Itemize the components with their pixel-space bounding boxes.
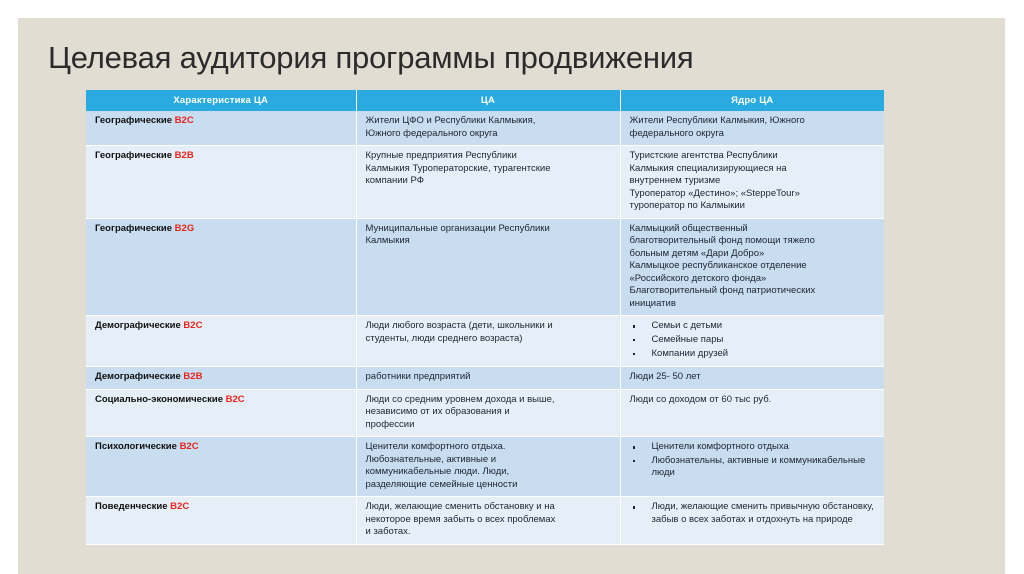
ca-text-line: Жители ЦФО и Республики Калмыкия, (365, 115, 536, 126)
table-header-row (86, 90, 884, 111)
cell-core-ca (620, 316, 884, 367)
cell-characteristic (86, 497, 356, 545)
cell-ca (356, 497, 620, 545)
characteristic-label: Демографические (95, 371, 181, 383)
ca-text-line: и заботах. (365, 526, 411, 538)
ca-text-line: некоторое время забыть о всех проблемах (365, 513, 556, 525)
segment-badge: B2C (174, 115, 194, 126)
segment-badge: B2C (170, 501, 190, 513)
core-ca-text-line: внутреннем туризме (629, 175, 721, 187)
ca-text-line: Люди любого возраста (дети, школьники и (365, 320, 553, 332)
characteristic-label: Социально-экономические (95, 393, 224, 405)
core-ca-text-line: Жители Республики Калмыкия, Южного (629, 115, 805, 126)
cell-characteristic (86, 218, 356, 316)
ca-text-line: разделяющие семейные ценности (365, 478, 518, 490)
segment-badge: B2C (225, 393, 245, 405)
characteristic-label: Географические (95, 150, 173, 162)
core-ca-text-line: Калмыцкое республиканское отделение (629, 260, 807, 272)
cell-ca (356, 146, 620, 219)
ca-text-line: Люди, желающие сменить обстановку и на (365, 501, 555, 513)
cell-characteristic (86, 437, 356, 497)
ca-text-line: профессии (365, 418, 415, 430)
core-ca-bullet-list (630, 320, 878, 360)
ca-text-line: Южного федерального округа (365, 127, 498, 139)
page-title: Целевая аудитория программы продвижения (48, 40, 694, 75)
cell-core-ca (620, 437, 884, 497)
segment-badge: B2B (183, 371, 203, 383)
table-row (86, 367, 884, 390)
table-body (86, 111, 884, 544)
segment-badge: B2G (174, 222, 195, 234)
characteristic-label: Географические (95, 115, 173, 126)
core-ca-text-line: инициатив (629, 297, 676, 309)
column-header-core-ca: Ядро ЦА (620, 90, 884, 111)
ca-text-line: независимо от их образования и (365, 406, 510, 418)
ca-text-line: Любознательные, активные и (365, 453, 497, 465)
list-item: Семейные пары (630, 334, 878, 347)
list-item: Семьи с детьми (630, 320, 878, 333)
table-row (86, 316, 884, 367)
cell-ca (356, 218, 620, 316)
ca-text-line: Муниципальные организации Республики (365, 222, 550, 234)
table-row (86, 497, 884, 545)
cell-characteristic (86, 111, 356, 146)
cell-characteristic (86, 316, 356, 367)
cell-core-ca (620, 218, 884, 316)
table-row (86, 146, 884, 219)
cell-ca (356, 367, 620, 390)
cell-core-ca (620, 111, 884, 146)
ca-text-line: Калмыкия Туроператорские, турагентские (365, 162, 551, 174)
table-row (86, 389, 884, 437)
slide-canvas (18, 18, 1005, 574)
column-header-characteristic: Характеристика ЦА (86, 90, 356, 111)
table-row (86, 111, 884, 146)
ca-text-line: коммуникабельные люди. Люди, (365, 466, 510, 478)
core-ca-text-line: «Российского детского фонда» (629, 272, 767, 284)
column-header-ca: ЦА (356, 90, 620, 111)
ca-text-line: Ценители комфортного отдыха. (365, 441, 506, 453)
core-ca-text-line: благотворительный фонд помощи тяжело (629, 235, 815, 247)
target-audience-table-container (86, 90, 884, 545)
cell-core-ca (620, 367, 884, 390)
list-item: Любознательны, активные и коммуникабельные люди (630, 455, 878, 480)
characteristic-label: Психологические (95, 441, 177, 453)
core-ca-text-line: Туристские агентства Республики (629, 150, 778, 162)
core-ca-text-line: Благотворительный фонд патриотических (629, 285, 816, 297)
characteristic-label: Географические (95, 222, 173, 234)
cell-ca (356, 111, 620, 146)
cell-core-ca (620, 497, 884, 545)
cell-characteristic (86, 146, 356, 219)
list-item: Компании друзей (630, 348, 878, 361)
core-ca-text-line: Люди 25- 50 лет (629, 371, 701, 383)
target-audience-table (86, 90, 884, 545)
core-ca-text-line: Люди со доходом от 60 тыс руб. (629, 393, 772, 405)
list-item: Ценители комфортного отдыха (630, 441, 878, 454)
cell-characteristic (86, 389, 356, 437)
characteristic-label: Поведенческие (95, 501, 168, 513)
ca-text-line: студенты, люди среднего возраста) (365, 332, 523, 344)
core-ca-bullet-list (630, 501, 878, 526)
core-ca-text-line: туроператор по Калмыкии (629, 200, 745, 212)
cell-ca (356, 389, 620, 437)
characteristic-label: Демографические (95, 320, 181, 332)
table-row (86, 218, 884, 316)
core-ca-text-line: федерального округа (629, 127, 724, 139)
cell-characteristic (86, 367, 356, 390)
ca-text-line: работники предприятий (365, 371, 471, 383)
core-ca-text-line: Калмыкия специализирующиеся на (629, 162, 787, 174)
segment-badge: B2C (179, 441, 199, 453)
ca-text-line: компании РФ (365, 175, 424, 187)
ca-text-line: Крупные предприятия Республики (365, 150, 517, 162)
segment-badge: B2B (174, 150, 194, 162)
list-item: Люди, желающие сменить привычную обстановку, забыв о всех заботах и отдохнуть на природе (630, 501, 878, 526)
table-row (86, 437, 884, 497)
core-ca-bullet-list (630, 441, 878, 480)
ca-text-line: Люди со средним уровнем дохода и выше, (365, 393, 555, 405)
core-ca-text-line: Туроператор «Дестино»; «SteppeTour» (629, 187, 800, 199)
core-ca-text-line: Калмыцкий общественный (629, 222, 748, 234)
cell-core-ca (620, 146, 884, 219)
segment-badge: B2C (183, 320, 203, 332)
cell-core-ca (620, 389, 884, 437)
cell-ca (356, 316, 620, 367)
core-ca-text-line: больным детям «Дари Добро» (629, 247, 765, 259)
ca-text-line: Калмыкия (365, 235, 410, 247)
cell-ca (356, 437, 620, 497)
